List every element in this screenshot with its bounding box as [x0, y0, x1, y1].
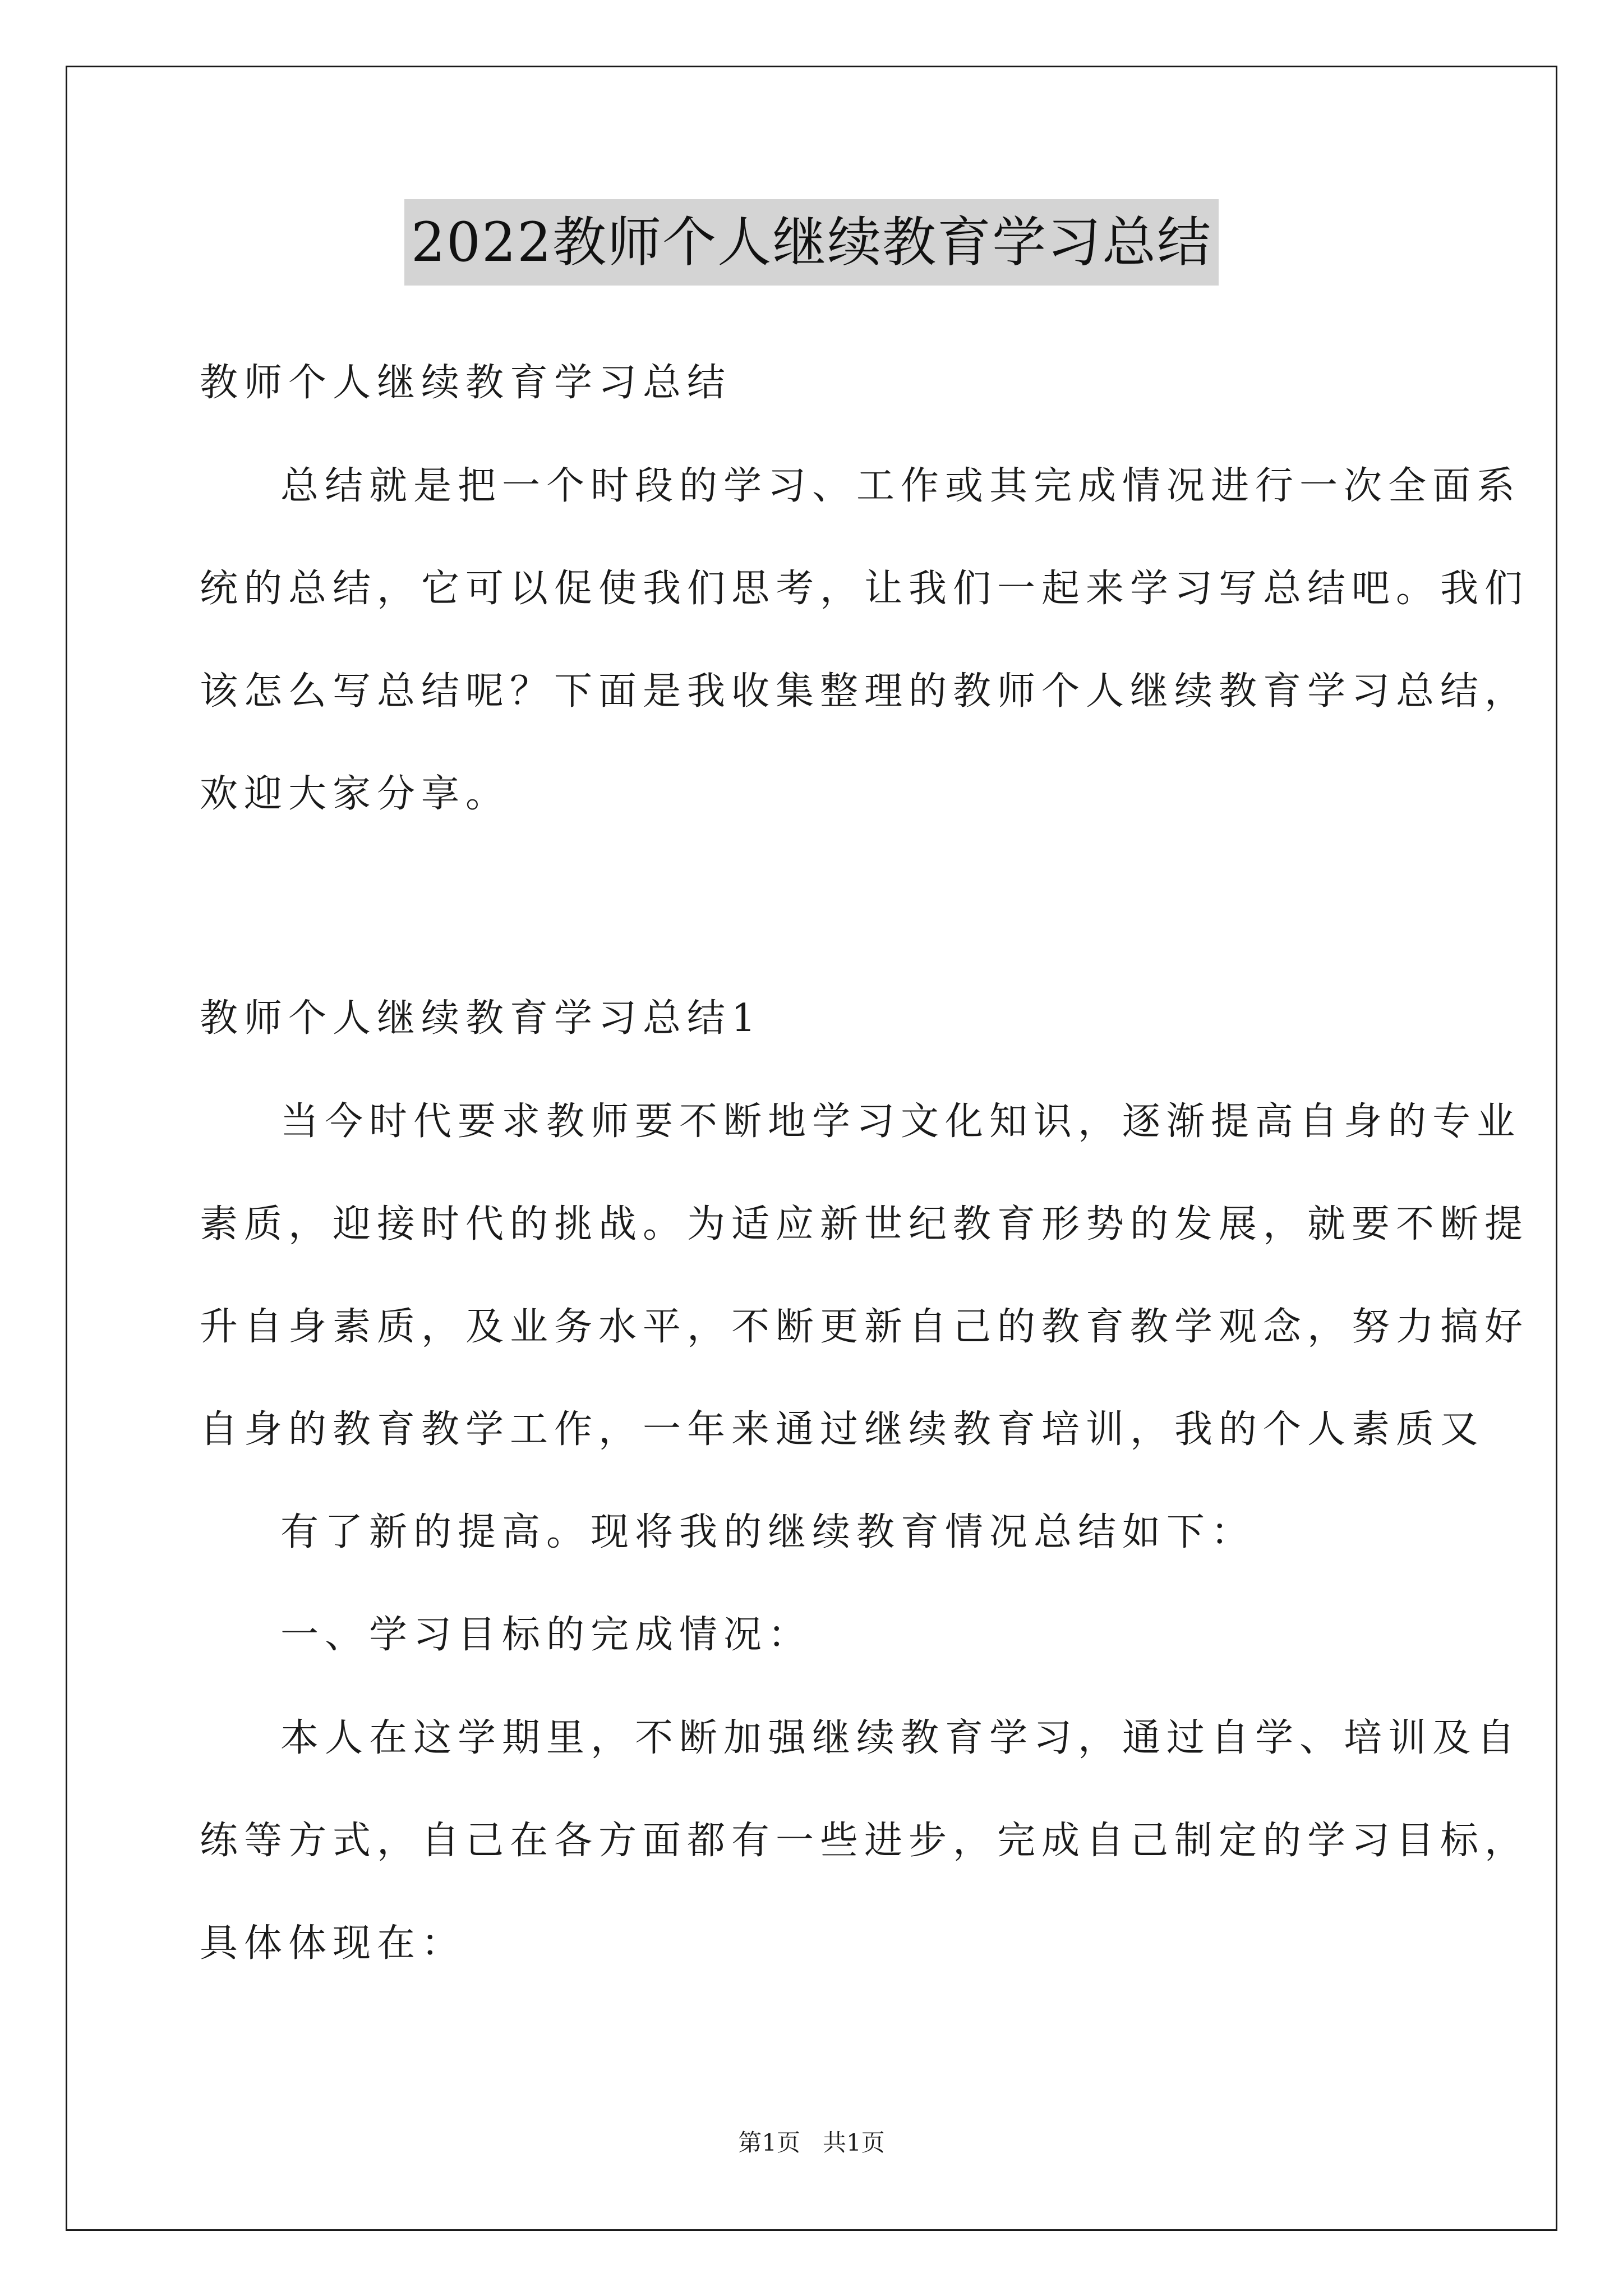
section-title: 教师个人继续教育学习总结1 [200, 996, 762, 1041]
title-container [0, 199, 1623, 286]
intro-line: 总结就是把一个时段的学习、工作或其完成情况进行一次全面系 [280, 464, 1521, 508]
intro-line: 该怎么写总结呢？下面是我收集整理的教师个人继续教育学习总结， [200, 669, 1529, 714]
section-line: 练等方式，自己在各方面都有一些进步，完成自己制定的学习目标， [200, 1819, 1529, 1863]
section-line: 当今时代要求教师要不断地学习文化知识，逐渐提高自身的专业 [280, 1099, 1521, 1144]
document-subtitle: 教师个人继续教育学习总结 [200, 361, 732, 405]
section-line: 自身的教育教学工作，一年来通过继续教育培训，我的个人素质又 [200, 1407, 1485, 1452]
section-line: 素质，迎接时代的挑战。为适应新世纪教育形势的发展，就要不断提 [200, 1202, 1529, 1246]
intro-line: 欢迎大家分享。 [200, 772, 510, 816]
section-line: 本人在这学期里，不断加强继续教育学习，通过自学、培训及自 [280, 1716, 1521, 1760]
section-line: 升自身素质，及业务水平，不断更新自己的教育教学观念，努力搞好 [200, 1305, 1529, 1349]
document-title: 2022教师个人继续教育学习总结 [404, 199, 1219, 286]
section-line: 有了新的提高。现将我的继续教育情况总结如下： [280, 1510, 1256, 1554]
section-line: 具体体现在： [200, 1921, 466, 1966]
page-footer: 第1页 共1页 [738, 2129, 885, 2156]
intro-line: 统的总结，它可以促使我们思考，让我们一起来学习写总结吧。我们 [200, 567, 1529, 611]
section-heading: 一、学习目标的完成情况： [280, 1613, 813, 1657]
